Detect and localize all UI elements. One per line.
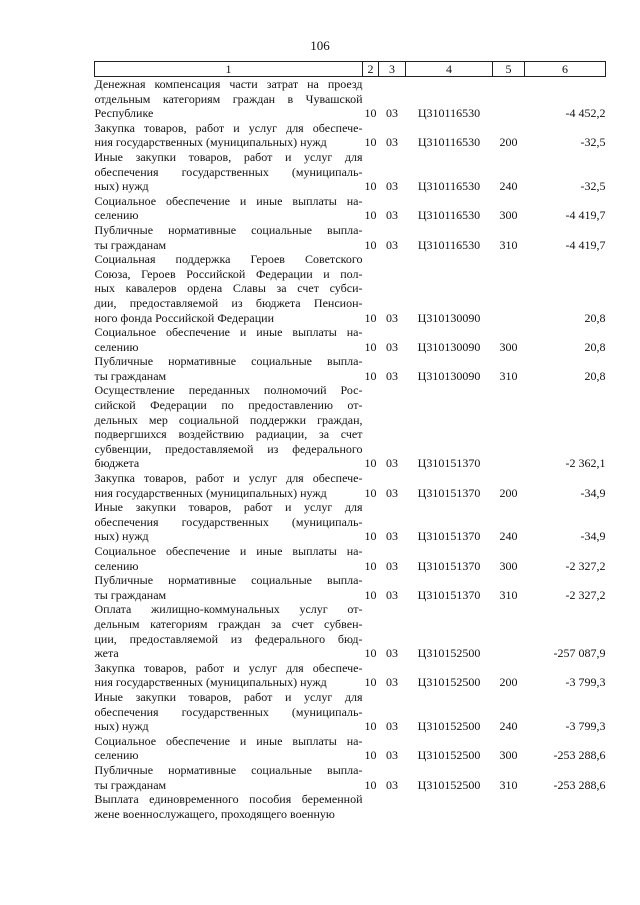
row-cell-c3: 03 <box>386 719 398 734</box>
row-cell-c2: 10 <box>364 456 377 471</box>
description-line: селению <box>94 748 139 763</box>
description-line: обеспечения государственных (муниципаль- <box>94 514 363 529</box>
row-cell-c2 <box>363 792 379 821</box>
table-row <box>95 150 606 194</box>
row-cell-c6: -253 288,6 <box>553 777 606 792</box>
row-cell-c6: -3 799,3 <box>565 719 606 734</box>
description-line: ции, предоставляемой из федерального бюд- <box>94 631 363 646</box>
description-line: ных) нужд <box>94 529 149 544</box>
budget-table <box>94 61 606 821</box>
description-line: сийской Федерации по предоставлению от- <box>94 398 363 413</box>
table-row <box>95 354 606 383</box>
row-cell-c3: 03 <box>386 646 398 661</box>
description-line: Публичные нормативные социальные выпла- <box>94 762 363 777</box>
description-line: Социальное обеспечение и иные выплаты на- <box>94 325 363 340</box>
row-cell-c6: -253 288,6 <box>553 748 606 763</box>
description-line: дельным категориям граждан за счет субвен- <box>94 616 363 631</box>
row-cell-c4: Ц310116530 <box>417 106 481 121</box>
row-cell-c2: 10 <box>364 529 377 544</box>
row-cell-c3: 03 <box>386 237 398 252</box>
row-cell-c3: 03 <box>386 106 398 121</box>
description-line: отдельным категориям граждан в Чувашской <box>94 91 363 106</box>
description-line: обеспечения государственных (муниципаль- <box>94 164 363 179</box>
column-header: 2 <box>363 62 379 77</box>
column-header: 3 <box>379 62 406 77</box>
description-line: Денежная компенсация части затрат на проезд <box>94 77 363 91</box>
row-cell-c3: 03 <box>386 456 398 471</box>
row-cell-c3: 03 <box>386 777 398 792</box>
row-cell-c3: 03 <box>386 748 398 763</box>
row-cell-c4: Ц310116530 <box>417 237 481 252</box>
row-cell-c2: 10 <box>364 368 377 383</box>
description-line: селению <box>94 558 139 573</box>
table-row <box>95 763 606 792</box>
row-description <box>95 500 363 544</box>
description-line: ных кавалеров ордена Славы за счет субси- <box>94 281 363 296</box>
row-cell-c6: 20,8 <box>584 368 606 383</box>
row-cell-c5: 200 <box>499 485 518 500</box>
row-cell-c5: 300 <box>499 558 518 573</box>
row-cell-c4: Ц310151370 <box>417 558 481 573</box>
row-description <box>95 121 363 150</box>
table-row <box>95 690 606 734</box>
description-line: Закупка товаров, работ и услуг для обеспече- <box>94 120 363 135</box>
row-cell-c5: 310 <box>499 777 518 792</box>
row-cell-c6: -2 327,2 <box>565 558 606 573</box>
row-description <box>95 690 363 734</box>
row-cell-c2: 10 <box>364 310 377 325</box>
row-cell-c5 <box>493 602 525 660</box>
description-line: жене военнослужащего, проходящего военную <box>94 806 335 821</box>
description-line: Закупка товаров, работ и услуг для обеспече- <box>94 660 363 675</box>
description-line: дельных мер социальной поддержки граждан, <box>94 412 363 427</box>
table-header-row <box>95 62 606 77</box>
description-line: Закупка товаров, работ и услуг для обеспече- <box>94 471 363 486</box>
row-cell-c2: 10 <box>364 587 377 602</box>
row-cell-c5: 240 <box>499 179 518 194</box>
description-line: ния государственных (муниципальных) нужд <box>94 675 327 690</box>
row-cell-c2: 10 <box>364 675 377 690</box>
row-cell-c3: 03 <box>386 339 398 354</box>
row-cell-c4: Ц310151370 <box>417 587 481 602</box>
row-cell-c4: Ц310116530 <box>417 208 481 223</box>
row-cell-c5 <box>493 383 525 471</box>
row-cell-c4: Ц310116530 <box>417 179 481 194</box>
row-cell-c4: Ц310151370 <box>417 529 481 544</box>
row-cell-c2: 10 <box>364 135 377 150</box>
row-cell-c5: 300 <box>499 748 518 763</box>
row-cell-c6: -4 419,7 <box>565 237 606 252</box>
row-cell-c5: 300 <box>499 208 518 223</box>
description-line: селению <box>94 339 139 354</box>
row-cell-c5 <box>493 792 525 821</box>
row-cell-c3: 03 <box>386 558 398 573</box>
description-line: ты гражданам <box>94 368 167 383</box>
description-line: ных) нужд <box>94 179 149 194</box>
description-line: ния государственных (муниципальных) нужд <box>94 135 327 150</box>
row-cell-c2: 10 <box>364 485 377 500</box>
table-row <box>95 383 606 471</box>
table-row <box>95 734 606 763</box>
row-cell-c4: Ц310152500 <box>417 675 481 690</box>
column-header: 6 <box>525 62 606 77</box>
row-cell-c2: 10 <box>364 179 377 194</box>
row-cell-c4 <box>406 792 493 821</box>
row-description <box>95 77 363 121</box>
row-cell-c5: 310 <box>499 237 518 252</box>
row-cell-c6: -2 327,2 <box>565 587 606 602</box>
row-cell-c4: Ц310151370 <box>417 485 481 500</box>
row-description <box>95 223 363 252</box>
description-line: Публичные нормативные социальные выпла- <box>94 573 363 588</box>
description-line: Социальная поддержка Героев Советского <box>94 252 363 267</box>
row-cell-c5: 200 <box>499 675 518 690</box>
description-line: Социальное обеспечение и иные выплаты на- <box>94 193 363 208</box>
table-row <box>95 252 606 325</box>
row-cell-c4: Ц310152500 <box>417 748 481 763</box>
table-row <box>95 471 606 500</box>
row-cell-c6: -32,5 <box>580 135 606 150</box>
description-line: ных) нужд <box>94 719 149 734</box>
row-cell-c2: 10 <box>364 646 377 661</box>
description-line: Иные закупки товаров, работ и услуг для <box>94 689 363 704</box>
row-cell-c4: Ц310130090 <box>417 339 481 354</box>
row-description <box>95 150 363 194</box>
table-row <box>95 500 606 544</box>
row-cell-c3: 03 <box>386 310 398 325</box>
row-cell-c4: Ц310152500 <box>417 719 481 734</box>
description-line: Социальное обеспечение и иные выплаты на- <box>94 733 363 748</box>
row-cell-c6: -4 419,7 <box>565 208 606 223</box>
table-row <box>95 602 606 660</box>
description-line: ного фонда Российской Федерации <box>94 310 274 325</box>
table-row <box>95 544 606 573</box>
row-description <box>95 661 363 690</box>
row-cell-c5 <box>493 77 525 121</box>
description-line: Союза, Героев Российской Федерации и пол- <box>94 266 363 281</box>
row-description <box>95 325 363 354</box>
row-cell-c4: Ц310151370 <box>417 456 481 471</box>
row-cell-c2: 10 <box>364 777 377 792</box>
table-row <box>95 573 606 602</box>
row-cell-c2: 10 <box>364 208 377 223</box>
row-cell-c6: -3 799,3 <box>565 675 606 690</box>
row-cell-c6: -32,5 <box>580 179 606 194</box>
row-cell-c6: -34,9 <box>580 485 606 500</box>
row-cell-c3: 03 <box>386 529 398 544</box>
description-line: Осуществление переданных полномочий Рос- <box>94 383 363 398</box>
description-line: обеспечения государственных (муниципаль- <box>94 704 363 719</box>
row-cell-c6: -257 087,9 <box>553 646 606 661</box>
row-cell-c4: Ц310152500 <box>417 777 481 792</box>
row-cell-c3: 03 <box>386 179 398 194</box>
row-cell-c3: 03 <box>386 675 398 690</box>
description-line: бюджета <box>94 456 140 471</box>
description-line: Публичные нормативные социальные выпла- <box>94 354 363 369</box>
table-row <box>95 661 606 690</box>
row-cell-c3: 03 <box>386 208 398 223</box>
table-row <box>95 792 606 821</box>
description-line: ты гражданам <box>94 237 167 252</box>
description-line: Республике <box>94 106 154 121</box>
description-line: Иные закупки товаров, работ и услуг для <box>94 149 363 164</box>
row-description <box>95 471 363 500</box>
description-line: ты гражданам <box>94 587 167 602</box>
table-row <box>95 121 606 150</box>
row-cell-c2: 10 <box>364 237 377 252</box>
description-line: Оплата жилищно-коммунальных услуг от- <box>94 602 363 617</box>
row-cell-c5: 240 <box>499 719 518 734</box>
row-description <box>95 573 363 602</box>
row-cell-c2: 10 <box>364 719 377 734</box>
row-description <box>95 194 363 223</box>
row-cell-c4: Ц310116530 <box>417 135 481 150</box>
row-cell-c6: -2 362,1 <box>565 456 606 471</box>
description-line: Публичные нормативные социальные выпла- <box>94 222 363 237</box>
description-line: Выплата единовременного пособия беременной <box>94 792 363 807</box>
row-description <box>95 792 363 821</box>
description-line: дии, предоставляемой из бюджета Пенсион- <box>94 295 363 310</box>
column-header: 5 <box>493 62 525 77</box>
row-cell-c2: 10 <box>364 339 377 354</box>
row-description <box>95 383 363 471</box>
row-cell-c6 <box>525 792 606 821</box>
description-line: селению <box>94 208 139 223</box>
description-line: субвенции, предоставляемой из федерального <box>94 441 363 456</box>
row-cell-c4: Ц310130090 <box>417 368 481 383</box>
description-line: подвергшихся воздействию радиации, за счет <box>94 427 363 442</box>
row-cell-c4: Ц310130090 <box>417 310 481 325</box>
column-header: 1 <box>95 62 363 77</box>
row-cell-c6: 20,8 <box>584 339 606 354</box>
row-description <box>95 544 363 573</box>
row-cell-c3: 03 <box>386 587 398 602</box>
row-cell-c5: 200 <box>499 135 518 150</box>
row-cell-c3 <box>379 792 406 821</box>
description-line: Социальное обеспечение и иные выплаты на- <box>94 544 363 558</box>
description-line: ния государственных (муниципальных) нужд <box>94 485 327 500</box>
row-description <box>95 602 363 660</box>
row-cell-c5: 310 <box>499 587 518 602</box>
page-number: 106 <box>310 38 330 53</box>
row-cell-c6: -4 452,2 <box>565 106 606 121</box>
table-row <box>95 223 606 252</box>
row-cell-c2: 10 <box>364 748 377 763</box>
description-line: Иные закупки товаров, работ и услуг для <box>94 500 363 515</box>
row-cell-c4: Ц310152500 <box>417 646 481 661</box>
row-description <box>95 763 363 792</box>
description-line: ты гражданам <box>94 777 167 792</box>
table-row <box>95 325 606 354</box>
row-cell-c5: 240 <box>499 529 518 544</box>
row-cell-c2: 10 <box>364 106 377 121</box>
row-cell-c6: -34,9 <box>580 529 606 544</box>
row-cell-c3: 03 <box>386 368 398 383</box>
row-description <box>95 252 363 325</box>
row-cell-c3: 03 <box>386 485 398 500</box>
row-cell-c5 <box>493 252 525 325</box>
row-cell-c2: 10 <box>364 558 377 573</box>
table-row <box>95 77 606 121</box>
row-cell-c5: 310 <box>499 368 518 383</box>
description-line: жета <box>94 646 119 661</box>
column-header: 4 <box>406 62 493 77</box>
row-description <box>95 354 363 383</box>
row-cell-c3: 03 <box>386 135 398 150</box>
row-cell-c5: 300 <box>499 339 518 354</box>
row-description <box>95 734 363 763</box>
row-cell-c6: 20,8 <box>584 310 606 325</box>
table-row <box>95 194 606 223</box>
